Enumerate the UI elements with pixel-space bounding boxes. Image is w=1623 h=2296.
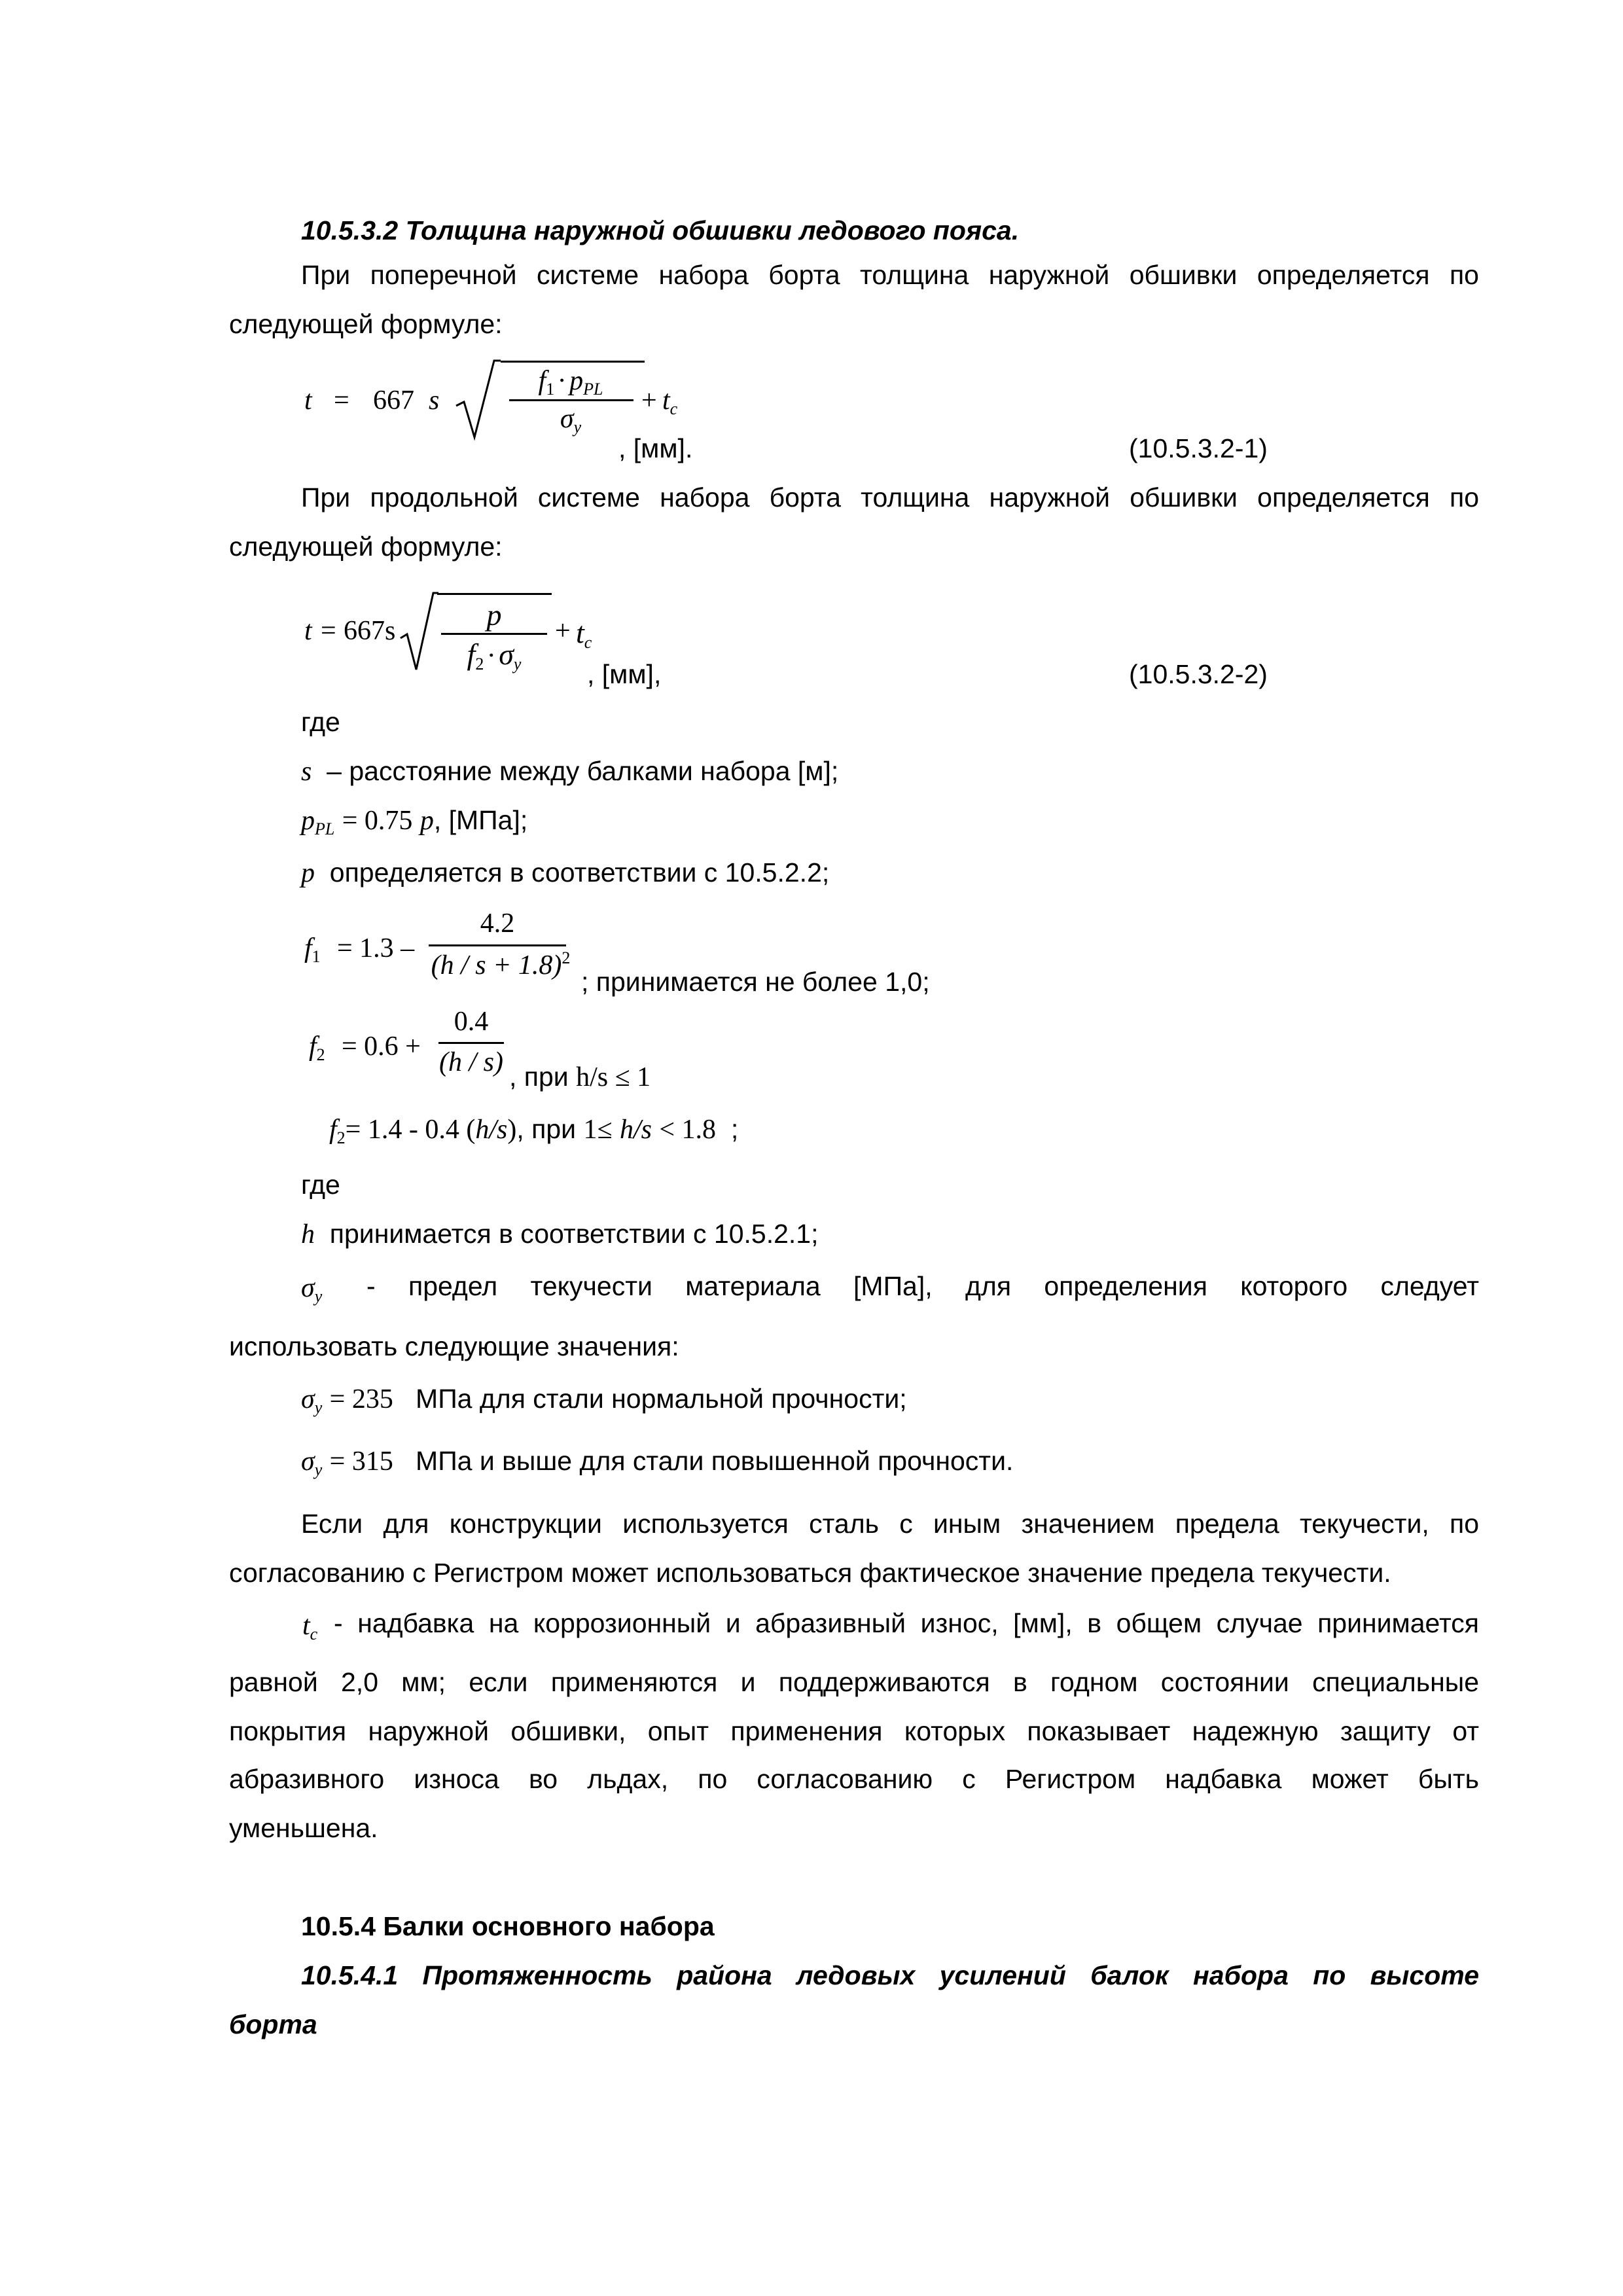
definition-s: s – расстояние между балками набора [м]; [301, 756, 839, 787]
formula1-tc: $t_c$ [662, 386, 678, 418]
formula1-denominator: $\sigma_y$ [560, 404, 582, 437]
formula2-number: (10.5.3.2-2) [1129, 659, 1268, 689]
definition-tc-line4: абразивного износа во льдах, по согласованию с Регистром надбавка может быть [229, 1764, 1479, 1794]
definition-sigma-line2: использовать следующие значения: [229, 1331, 679, 1361]
formula1-unit: , [мм]. [618, 433, 693, 463]
f1-lhs: $f_1$ [304, 933, 321, 966]
section-heading-10-5-4: 10.5.4 Балки основного набора [301, 1911, 715, 1941]
formula2-plus: + [555, 616, 571, 646]
formula2-denominator: $f_2 \cdot \sigma_y$ [467, 637, 522, 673]
definition-ppl: $p_{PL} = 0.75$ p, [МПа]; [301, 805, 528, 838]
f1-note: ; принимается не более 1,0; [581, 967, 930, 997]
paragraph-other-steel-line2: согласованию с Регистром может использоваться фактическое значение предела текучести. [229, 1558, 1391, 1588]
f2a-numerator: 0.4 [454, 1007, 489, 1037]
formula2-radical-bar [437, 593, 552, 595]
where-label-2: где [301, 1170, 340, 1200]
formula2-radical-sign [399, 591, 438, 673]
f1-numerator: 4.2 [480, 908, 515, 939]
paragraph-longitudinal-line2: следующей формуле: [229, 531, 503, 562]
sigma-high-strength: $\sigma_y = 315$ МПа и выше для стали повышенной прочности. [301, 1446, 1014, 1479]
definition-h: h принимается в соответствии с 10.5.2.1; [301, 1219, 819, 1249]
sigma-normal-strength: $\sigma_y = 235$ МПа для стали нормальной прочности; [301, 1384, 907, 1417]
formula2-numerator: p [486, 598, 502, 632]
formula1-radical-bar [501, 361, 645, 363]
paragraph-longitudinal-line1: При продольной системе набора борта толщина наружной обшивки определяется по [301, 482, 1479, 512]
paragraph-transverse-line1: При поперечной системе набора борта толщина наружной обшивки определяется по [301, 260, 1479, 290]
where-label-1: где [301, 707, 340, 737]
formula1-radical-sign [455, 359, 501, 440]
formula1-fraction-bar [509, 399, 633, 401]
formula2-coefficient: 667s [344, 616, 396, 646]
definition-tc-line3: покрытия наружной обшивки, опыт применения которых показывает надежную защиту от [229, 1716, 1479, 1746]
formula1-numerator: $f_1 \cdot p_{PL}$ [538, 366, 603, 399]
definition-f2-b: $f_2= 1.4 - 0.4$ (h/s), при 1≤ h/s < 1.8 ; [329, 1114, 739, 1147]
definition-tc-line1: - надбавка на коррозионный и абразивный износ, [мм], в общем случае принимается [334, 1608, 1479, 1638]
definition-tc-symbol: $t_c$ [302, 1611, 318, 1643]
formula1-s: s [429, 386, 440, 416]
f2a-lhs: $f_2$ [309, 1031, 325, 1064]
formula2-unit: , [мм], [587, 659, 662, 689]
f1-denominator: $(h / s + 1.8)^2$ [431, 948, 571, 980]
f2a-fraction-bar [438, 1042, 504, 1044]
definition-sigma-line1: - предел текучести материала [МПа], для определения которого следует [366, 1271, 1479, 1301]
formula1-lhs: t [304, 386, 312, 416]
definition-tc-line5: уменьшена. [229, 1813, 378, 1843]
definition-p: p определяется в соответствии с 10.5.2.2; [301, 857, 830, 888]
formula2-fraction-bar [441, 633, 547, 635]
f2a-expression: = 0.6 + [342, 1031, 421, 1062]
formula2-equals: = [321, 616, 336, 646]
f1-expression: = 1.3 – [337, 933, 415, 963]
formula1-plus: + [641, 386, 657, 416]
section-heading-10-5-4-1-line2: борта [229, 2009, 317, 2039]
paragraph-other-steel-line1: Если для конструкции используется сталь с иным значением предела текучести, по [301, 1509, 1479, 1539]
formula2-lhs: t [304, 616, 312, 646]
f2a-condition: , при h/s ≤ 1 [509, 1062, 651, 1092]
formula1-coefficient: 667 [373, 386, 414, 416]
formula1-number: (10.5.3.2-1) [1129, 433, 1268, 463]
formula2-tc: $t_c$ [576, 616, 592, 652]
definition-tc-line2: равной 2,0 мм; если применяются и поддерживаются в годном состоянии специальные [229, 1667, 1479, 1697]
section-heading-10-5-3-2: 10.5.3.2 Толщина наружной обшивки ледового пояса. [301, 215, 1020, 245]
paragraph-transverse-line2: следующей формуле: [229, 309, 503, 339]
formula1-equals: = [334, 386, 349, 416]
section-heading-10-5-4-1-line1: 10.5.4.1 Протяженность района ледовых усилений балок набора по высоте [301, 1960, 1479, 1990]
f1-fraction-bar [429, 944, 566, 946]
f2a-denominator: (h / s) [439, 1047, 503, 1077]
definition-sigma-symbol: $\sigma_y$ [301, 1273, 323, 1306]
